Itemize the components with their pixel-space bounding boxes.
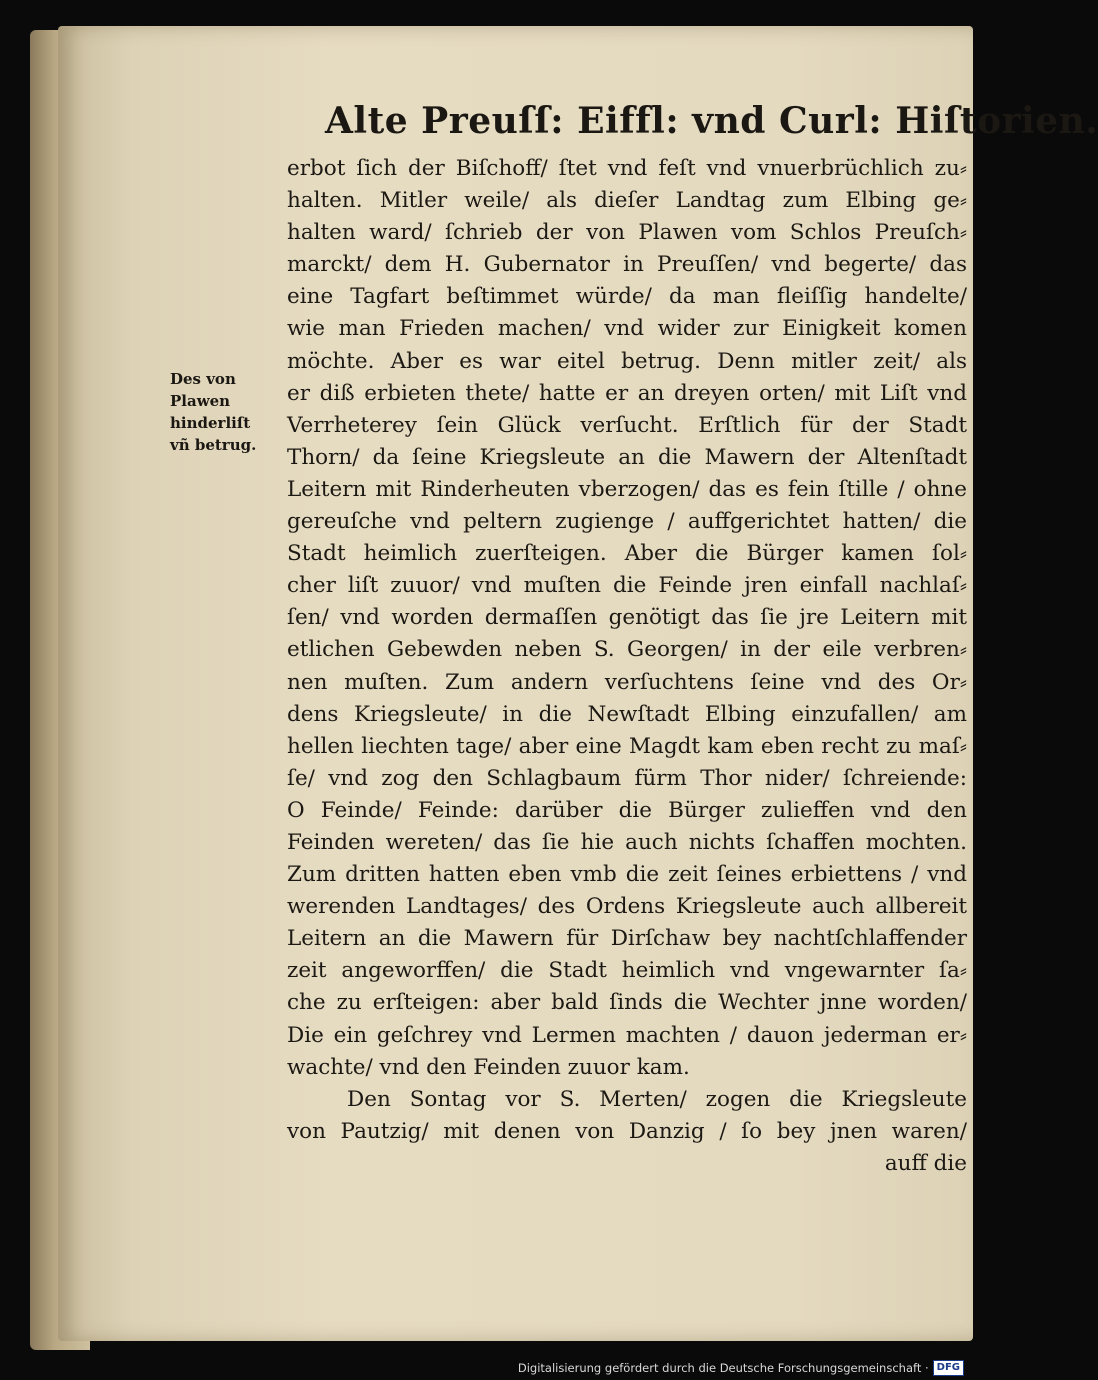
text-line: etlichen Gebewden neben S. Georgen/ in der eile verbren⸗ — [287, 637, 967, 663]
text-line: möchte. Aber es war eitel betrug. Denn mitler zeit/ als — [287, 348, 967, 374]
body-text — [287, 153, 967, 1180]
text-line: erbot ſich der Biſchoff/ ſtet vnd feſt vnd vnuerbrüchlich zu⸗ — [287, 156, 967, 181]
digitization-credit — [518, 1360, 964, 1376]
text-line: werenden Landtages/ des Ordens Kriegsleute auch allbereit — [287, 894, 967, 920]
text-line: Zum dritten hatten eben vmb die zeit ſeines erbiettens / vnd — [287, 862, 967, 888]
catchword: auff die — [884, 1150, 967, 1176]
marginal-note — [170, 368, 280, 456]
text-line: Feinden wereten/ das ſie hie auch nichts ſchaffen mochten. — [287, 829, 967, 855]
text-line: Stadt heimlich zuerſteigen. Aber die Bürger kamen ſol⸗ — [287, 541, 967, 567]
text-line: ſe/ vnd zog den Schlagbaum fürm Thor nider/ ſchreiende: — [287, 765, 967, 791]
marginal-note-line: hinderliſt — [170, 414, 251, 432]
text-line: Verrheterey ſein Glück verſucht. Erſtlich für der Stadt — [287, 412, 967, 438]
text-line: wie man Frieden machen/ vnd wider zur Einigkeit komen — [287, 316, 967, 342]
text-line: dens Kriegsleute/ in die Newſtadt Elbing einzufallen/ am — [287, 701, 967, 727]
marginal-note-line: Plawen — [170, 392, 231, 410]
text-line: Leitern an die Mawern für Dirſchaw bey nachtſchlaffender — [287, 926, 967, 952]
text-line: Die ein geſchrey vnd Lermen machten / dauon jederman er⸗ — [287, 1022, 967, 1048]
paragraph-start-line: Den Sontag vor S. Merten/ zogen die Kriegsleute — [347, 1086, 967, 1112]
text-line: halten ward/ ſchrieb der von Plawen vom Schlos Preuſch⸗ — [287, 220, 967, 246]
text-line: gereuſche vnd peltern zugienge / auffgerichtet hatten/ die — [287, 509, 967, 535]
text-line: hellen liechten tage/ aber eine Magdt kam eben recht zu maſ⸗ — [287, 733, 967, 759]
text-line: Leitern mit Rinderheuten vberzogen/ das es fein ſtille / ohne — [287, 476, 967, 502]
text-line: eine Tagfart beſtimmet würde/ da man fleiſſig handelte/ — [287, 284, 967, 310]
text-line: cher liſt zuuor/ vnd muſten die Feinde jren einfall nachlaſ⸗ — [287, 573, 967, 599]
dfg-logo: DFG — [933, 1360, 964, 1376]
text-line: nen muſten. Zum andern verſuchtens ſeine vnd des Or⸗ — [287, 669, 967, 695]
running-header: Alte Preuſſ: Eiffl: vnd Curl: Hiſtorien. — [325, 100, 1098, 142]
text-line: er diß erbieten thete/ hatte er an dreyen orten/ mit Liſt vnd — [287, 380, 967, 406]
text-line: zeit angeworffen/ die Stadt heimlich vnd vngewarnter ſa⸗ — [287, 958, 967, 984]
text-line: ſen/ vnd worden dermaſſen genötigt das ſie jre Leitern mit — [287, 605, 967, 631]
text-line: che zu erſteigen: aber bald ſinds die Wechter jnne worden/ — [287, 990, 967, 1016]
credit-text: Digitalisierung gefördert durch die Deutsche Forschungsgemeinschaft · — [517, 1361, 929, 1375]
text-line: wachte/ vnd den Feinden zuuor kam. — [287, 1054, 690, 1080]
text-line: O Feinde/ Feinde: darüber die Bürger zulieffen vnd den — [287, 797, 967, 823]
text-line: Thorn/ da ſeine Kriegsleute an die Mawern der Altenſtadt — [287, 444, 967, 470]
marginal-note-line: vñ betrug. — [170, 436, 257, 454]
text-line: marckt/ dem H. Gubernator in Preuſſen/ vnd begerte/ das — [287, 252, 967, 278]
text-line: halten. Mitler weile/ als dieſer Landtag zum Elbing ge⸗ — [287, 188, 967, 214]
text-line: von Pautzig/ mit denen von Danzig / ſo bey jnen waren/ — [287, 1118, 967, 1144]
marginal-note-line: Des von — [170, 370, 236, 388]
